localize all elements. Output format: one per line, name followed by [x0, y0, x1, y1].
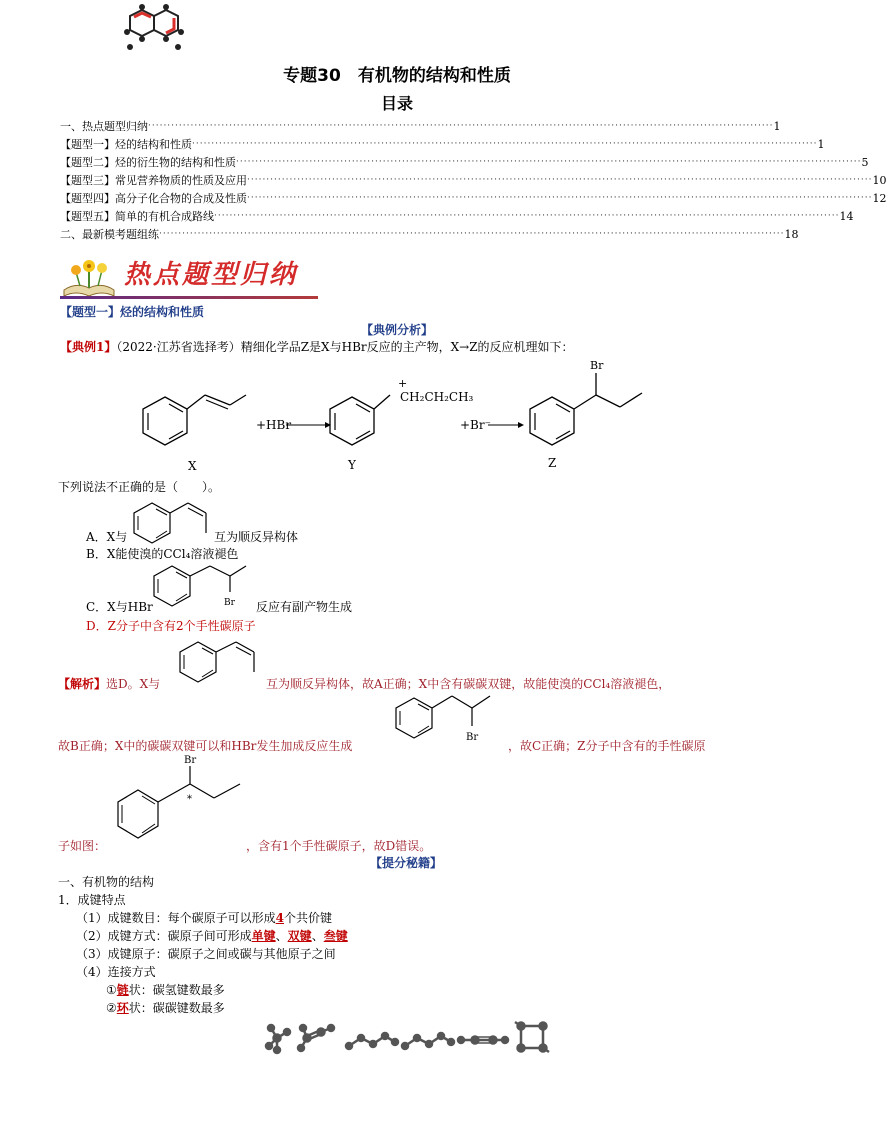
- book-flower-icon: [60, 256, 118, 298]
- toc-title: 目录: [380, 94, 413, 113]
- toc-entry[interactable]: [60, 138, 825, 151]
- toc-entry-label: 【题型四】高分子化合物的合成及性质: [60, 192, 247, 205]
- svg-text:Z: Z: [548, 456, 557, 470]
- option-a-prefix: A．X与: [86, 530, 128, 544]
- toc-entry-page: 5: [861, 156, 869, 169]
- svg-text:+: +: [398, 377, 408, 390]
- svg-text:Br: Br: [184, 755, 197, 766]
- toc-entry[interactable]: [60, 228, 799, 241]
- toc-entry[interactable]: [60, 192, 886, 205]
- toc-leader: ··································································································································································: [236, 157, 862, 167]
- question-text: 下列说法不正确的是（ ）。: [58, 480, 221, 494]
- svg-text:X: X: [188, 459, 197, 473]
- toc-entry-label: 【题型五】简单的有机合成路线: [60, 210, 214, 223]
- svg-text:CH₂CH₂CH₃: CH₂CH₂CH₃: [400, 390, 474, 404]
- toc-leader: ··································································································································································: [247, 175, 873, 185]
- chiral-carbon-structure: [110, 754, 250, 844]
- analysis-line-1: 【解析】选D。X与: [58, 677, 161, 691]
- option-c-prefix: C．X与HBr: [86, 600, 153, 614]
- svg-text:Y: Y: [348, 458, 356, 472]
- analysis-line-1b: 互为顺反异构体，故A正确；X中含有碳碳双键，故能使溴的CCl₄溶液褪色，: [266, 677, 671, 691]
- logo-icon: [122, 2, 192, 58]
- molecule-y: [330, 395, 390, 445]
- bonding-heading: 1．成键特点: [58, 893, 126, 907]
- molecule-x: [143, 395, 246, 445]
- analysis-addition-structure: [388, 690, 498, 746]
- bonding-item-3: （3）成键原子：碳原子之间或碳与其他原子之间: [76, 947, 336, 961]
- toc-entry-page: 10: [872, 174, 886, 187]
- bonding-item-2: （2）成键方式：碳原子间可形成单键、双键、叁键: [76, 929, 348, 943]
- carbon-skeleton-models: [265, 1018, 555, 1058]
- bonding-item-4: （4）连接方式: [76, 965, 156, 979]
- svg-text:Br: Br: [224, 598, 235, 608]
- section-banner: [60, 252, 320, 304]
- toc-leader: ··································································································································································: [148, 121, 774, 131]
- toc-leader: ··································································································································································: [159, 229, 785, 239]
- toc-entry-page: 12: [872, 192, 886, 205]
- banner-title: 热点题型归纳: [124, 260, 299, 290]
- addition-product-structure: [150, 562, 250, 612]
- reaction-scheme: [120, 355, 680, 475]
- toc-leader: ··································································································································································: [214, 211, 840, 221]
- svg-text:Br: Br: [466, 732, 479, 743]
- toc-entry-page: 14: [839, 210, 854, 223]
- toc-entry-label: 【题型一】烃的结构和性质: [60, 138, 192, 151]
- toc-entry-label: 一、热点题型归纳: [60, 120, 148, 133]
- bonding-item-1: （1）成键数目：每个碳原子可以形成4个共价键: [76, 911, 333, 925]
- toc-entry-label: 二、最新模考题组练: [60, 228, 159, 241]
- svg-text:Br: Br: [590, 359, 604, 372]
- example-heading: 【典例分析】: [360, 323, 433, 337]
- svg-text:+HBr: +HBr: [256, 418, 292, 432]
- toc-entry[interactable]: [60, 156, 869, 169]
- page-title: 专题30 有机物的结构和性质: [283, 66, 511, 86]
- analysis-line-3b: ，含有1个手性碳原子，故D错误。: [246, 839, 432, 853]
- option-b: B．X能使溴的CCl₄溶液褪色: [86, 547, 239, 561]
- toc-entry[interactable]: [60, 174, 886, 187]
- example-stem: 【典例1】（2022·江苏省选择考）精细化学品Z是X与HBr反应的主产物，X→Z的反应机理如下：: [60, 340, 574, 354]
- svg-text:*: *: [187, 794, 192, 805]
- toc-leader: ··································································································································································: [192, 139, 818, 149]
- option-d: D．Z分子中含有2个手性碳原子: [86, 619, 256, 633]
- option-a-suffix: 互为顺反异构体: [214, 530, 299, 544]
- chain-item: ①链状：碳氢键数最多: [106, 983, 225, 997]
- toc-entry-page: 1: [817, 138, 825, 151]
- structure-heading: 一、有机物的结构: [58, 875, 155, 889]
- toc-entry-label: 【题型三】常见营养物质的性质及应用: [60, 174, 247, 187]
- toc-entry[interactable]: [60, 120, 781, 133]
- toc-entry-label: 【题型二】烃的衍生物的结构和性质: [60, 156, 236, 169]
- analysis-cis-structure: [172, 636, 272, 692]
- tips-heading: 【提分秘籍】: [370, 856, 443, 870]
- molecule-z: [530, 373, 642, 445]
- cis-isomer-structure: [126, 497, 216, 553]
- option-c-suffix: 反应有副产物生成: [256, 600, 353, 614]
- toc-leader: ··································································································································································: [247, 193, 873, 203]
- banner-underline: [60, 296, 318, 299]
- svg-text:+Br⁻: +Br⁻: [460, 418, 491, 432]
- toc-entry[interactable]: [60, 210, 854, 223]
- analysis-line-2b: ，故C正确；Z分子中含有的手性碳原: [508, 739, 706, 753]
- analysis-line-3: 子如图：: [58, 839, 107, 853]
- analysis-line-2: 故B正确；X中的碳碳双键可以和HBr发生加成反应生成: [58, 739, 353, 753]
- section-heading: 【题型一】烃的结构和性质: [60, 305, 205, 319]
- ring-item: ②环状：碳碳键数最多: [106, 1001, 225, 1015]
- toc-entry-page: 18: [784, 228, 799, 241]
- toc-entry-page: 1: [773, 120, 781, 133]
